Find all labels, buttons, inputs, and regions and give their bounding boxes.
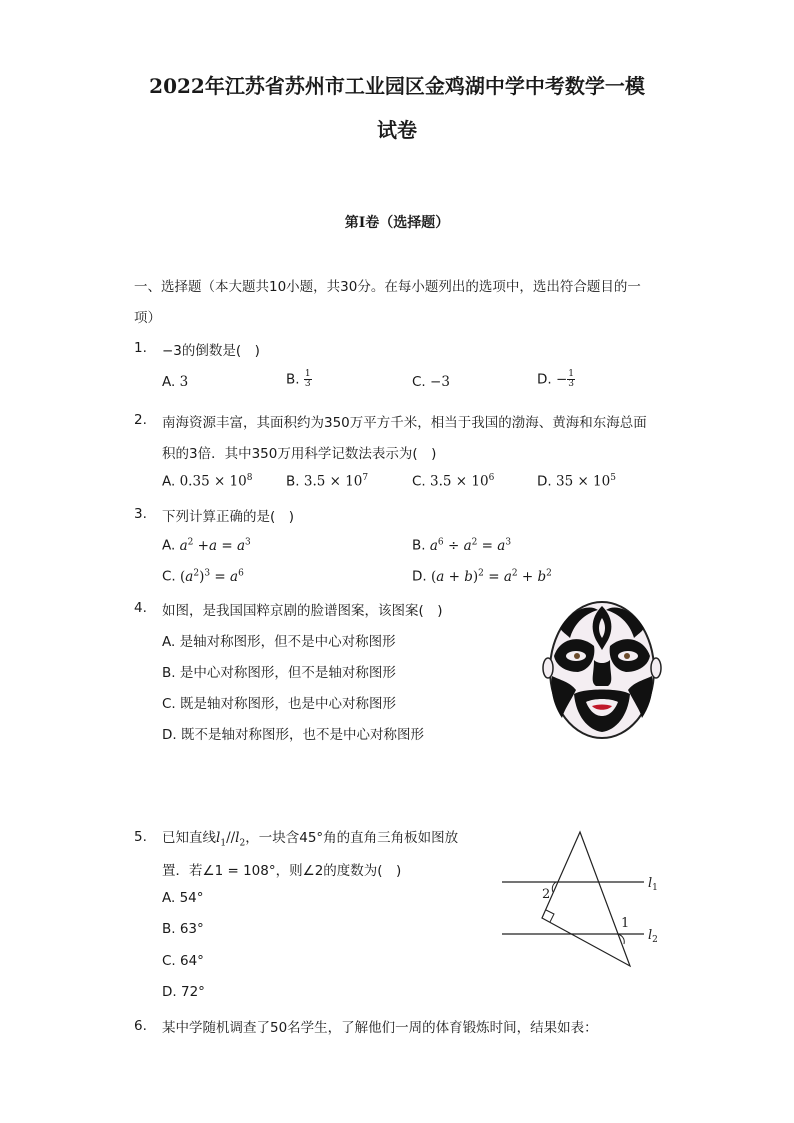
q1-option-d: D. − $\frac{1}{3}$	[537, 369, 575, 389]
q4-option-b: B. 是中心对称图形，但不是轴对称图形	[162, 665, 396, 681]
angle-2-label: 2	[542, 887, 551, 902]
angle-1-label: 1	[621, 916, 630, 931]
instructions-line1: 一、选择题（本大题共10小题，共30分。在每小题列出的选项中，选出符合题目的一	[134, 279, 641, 295]
q2-option-d: D. $35 \times 10^5$	[537, 473, 616, 490]
q5-option-a: A. 54°	[162, 890, 204, 906]
q4-option-a: A. 是轴对称图形，但不是中心对称图形	[162, 634, 396, 650]
q3-option-d: D. $(a + b)^2 = a^2 + b^2$	[412, 568, 552, 585]
q3-option-c: C. $(a^2)^3 = a^6$	[162, 568, 244, 585]
l1-label: $l_1$	[648, 876, 658, 893]
q2-number: 2.	[134, 412, 147, 428]
l2-label: $l_2$	[648, 928, 658, 945]
instructions-line2: 项）	[134, 310, 161, 326]
q5-option-c: C. 64°	[162, 953, 204, 969]
q1-option-a: A. 3	[162, 374, 189, 390]
exam-title-line1: 2022年江苏省苏州市工业园区金鸡湖中学中考数学一模	[149, 74, 645, 98]
q5-stem-line1: 已知直线$l_1//l_2$，一块含45°角的直角三角板如图放	[162, 830, 459, 849]
q2-stem-line1: 南海资源丰富，其面积约为350万平方千米，相当于我国的渤海、黄海和东海总面	[162, 415, 647, 431]
q2-option-c: C. $3.5 \times 10^6$	[412, 473, 495, 490]
q1-option-b: B. $\frac{1}{3}$	[286, 369, 311, 389]
q1-option-c: C. −3	[412, 374, 450, 390]
q2-option-a: A. $0.35 \times 10^8$	[162, 473, 253, 490]
q5-stem-line2: 置．若∠1 = 108°，则∠2的度数为( )	[162, 863, 402, 879]
q3-stem: 下列计算正确的是( )	[162, 509, 295, 525]
parallel-lines-triangle-figure	[496, 826, 672, 972]
q4-option-d: D. 既不是轴对称图形，也不是中心对称图形	[162, 727, 424, 743]
exam-title-line2: 试卷	[377, 118, 417, 142]
q6-number: 6.	[134, 1018, 147, 1034]
q5-option-d: D. 72°	[162, 984, 205, 1000]
q4-option-c: C. 既是轴对称图形，也是中心对称图形	[162, 696, 397, 712]
q3-option-a: A. $a^2 +a = a^3$	[162, 537, 251, 554]
q5-option-b: B. 63°	[162, 921, 204, 937]
q4-number: 4.	[134, 600, 147, 616]
q6-stem: 某中学随机调查了50名学生，了解他们一周的体育锻炼时间，结果如表：	[162, 1020, 598, 1036]
q3-number: 3.	[134, 506, 147, 522]
peking-opera-mask-icon	[540, 598, 664, 740]
q2-stem-line2: 积的3倍．其中350万用科学记数法表示为( )	[162, 446, 437, 462]
q4-stem: 如图，是我国国粹京剧的脸谱图案，该图案( )	[162, 603, 443, 619]
q1-stem: −3的倒数是( )	[162, 343, 260, 359]
q1-number: 1.	[134, 340, 147, 356]
triangle	[542, 832, 630, 966]
q3-option-b: B. $a^6 \div a^2 = a^3$	[412, 537, 512, 554]
section-heading: 第I卷（选择题）	[344, 215, 450, 231]
q5-number: 5.	[134, 829, 147, 845]
q2-option-b: B. $3.5 \times 10^7$	[286, 473, 369, 490]
